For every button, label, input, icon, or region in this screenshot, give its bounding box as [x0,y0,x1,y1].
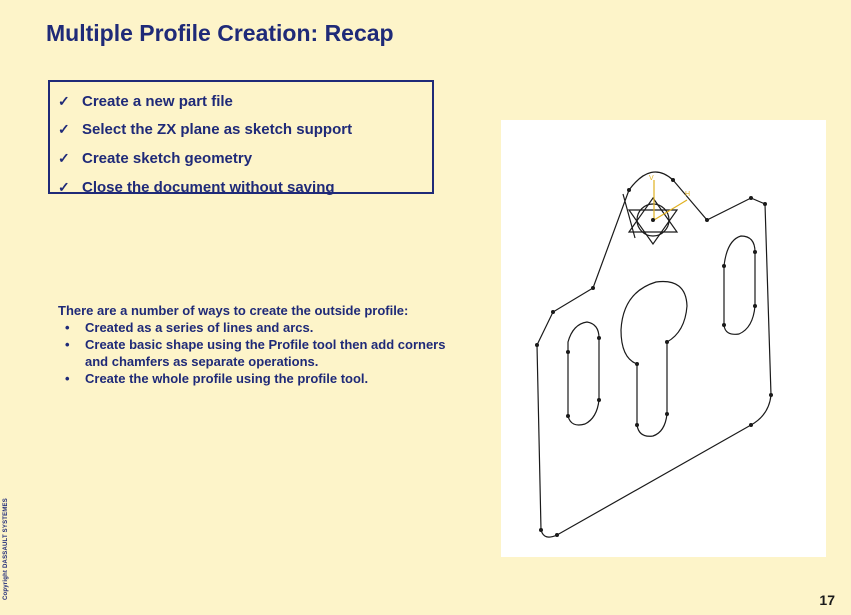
right-slot-outline [724,236,755,334]
vertex-point [651,218,655,222]
left-slot-outline [568,322,599,425]
profile-drawing-panel [501,120,826,557]
vertex-point [591,286,595,290]
vertical-axis-label: V [649,175,654,182]
vertex-point [597,398,601,402]
checklist-item-label: Select the ZX plane as sketch support [82,121,353,139]
notes-list-item [58,370,458,387]
sketch-star-triangle-up [629,198,677,232]
vertex-point [722,264,726,268]
notes-list-item-text: Create basic shape using the Profile tool then add corners and chamfers as separate operations. [85,337,446,369]
vertex-point [635,362,639,366]
checklist-item [58,116,432,145]
bullet-icon: • [65,320,70,335]
notes-list [58,319,458,387]
vertex-point [763,202,767,206]
vertex-point [566,414,570,418]
bullet-icon: • [65,337,70,352]
checkmark-icon: ✓ [58,92,70,109]
vertex-point [539,528,543,532]
checklist-item-label: Close the document without saving [82,178,335,196]
horizontal-axis-label: H [685,191,691,198]
slide-title: Multiple Profile Creation: Recap [46,20,394,46]
page-number: 17 [819,592,835,608]
notes-list-item [58,319,458,336]
vertex-point [722,323,726,327]
bullet-icon: • [65,371,70,386]
checklist-item [58,87,432,116]
vertex-point [665,340,669,344]
vertex-point [749,196,753,200]
vertex-point [769,393,773,397]
checkmark-icon: ✓ [58,178,70,195]
profile-notes [58,302,458,387]
sketch-star-triangle-down [629,210,677,244]
checklist-item-label: Create a new part file [82,92,233,110]
vertex-point [535,343,539,347]
checkmark-icon: ✓ [58,149,70,166]
notes-list-item-text: Created as a series of lines and arcs. [85,320,314,335]
checklist-item [58,173,432,202]
checkmark-icon: ✓ [58,121,70,138]
vertex-point [753,304,757,308]
checklist-item [58,144,432,173]
copyright-notice: Copyright DASSAULT SYSTEMES [3,498,9,600]
keyhole-slot-outline [621,282,687,437]
checklist-item-label: Create sketch geometry [82,149,253,167]
vertex-point [551,310,555,314]
vertex-point [705,218,709,222]
vertex-point [566,350,570,354]
vertex-point [665,412,669,416]
notes-intro: There are a number of ways to create the outside profile: [58,303,409,318]
vertex-point [555,533,559,537]
sketch-profile-drawing [501,120,826,557]
outer-profile-outline [537,172,771,537]
notes-list-item [58,336,458,370]
recap-checklist [48,80,434,194]
notes-list-item-text: Create the whole profile using the profile tool. [85,371,369,386]
vertex-point [597,336,601,340]
vertex-point [635,423,639,427]
vertex-point [671,178,675,182]
vertex-point [753,250,757,254]
vertex-point [627,188,631,192]
vertex-point [749,423,753,427]
